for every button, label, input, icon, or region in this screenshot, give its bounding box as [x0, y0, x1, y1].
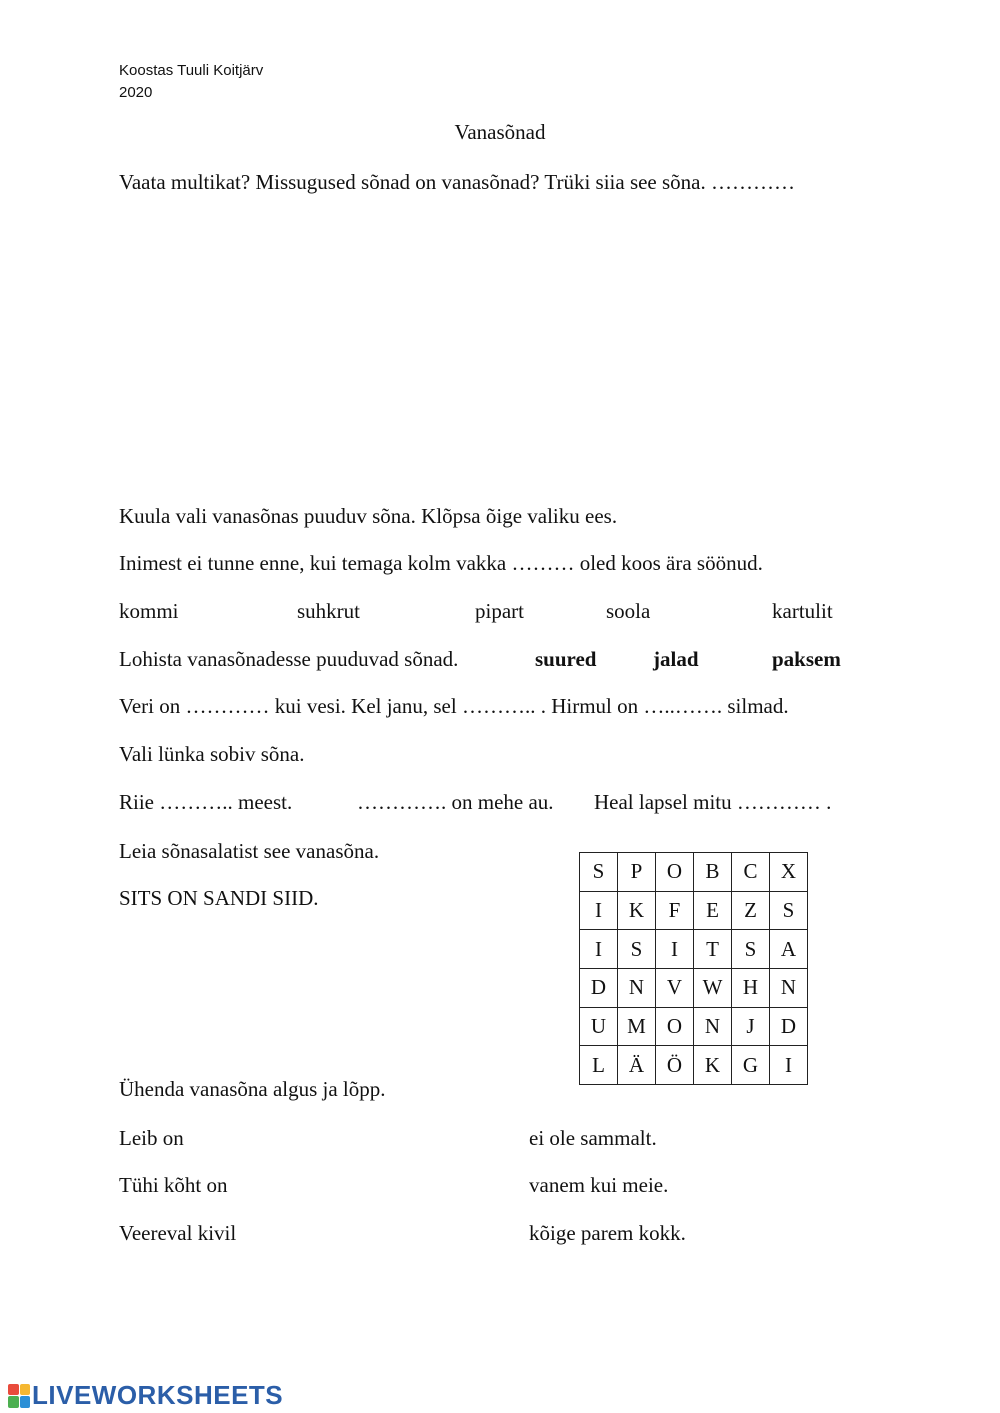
- grid-cell[interactable]: I: [770, 1046, 808, 1085]
- grid-cell[interactable]: D: [580, 969, 618, 1008]
- grid-cell[interactable]: J: [732, 1007, 770, 1046]
- grid-cell[interactable]: I: [580, 891, 618, 930]
- option-pipart[interactable]: pipart: [475, 599, 524, 623]
- grid-cell[interactable]: I: [580, 930, 618, 969]
- grid-cell[interactable]: S: [770, 891, 808, 930]
- grid-cell[interactable]: F: [656, 891, 694, 930]
- grid-cell[interactable]: K: [694, 1046, 732, 1085]
- author-line: Koostas Tuuli Koitjärv: [119, 62, 264, 79]
- task3-instruction: Vali lünka sobiv sõna.: [119, 742, 305, 766]
- grid-cell[interactable]: P: [618, 853, 656, 892]
- grid-cell[interactable]: M: [618, 1007, 656, 1046]
- task3-part-1: Riie ……….. meest.: [119, 790, 293, 814]
- logo-text: LIVEWORKSHEETS: [32, 1380, 284, 1410]
- task5-instruction: Ühenda vanasõna algus ja lõpp.: [119, 1077, 386, 1101]
- grid-cell[interactable]: O: [656, 1007, 694, 1046]
- grid-cell[interactable]: S: [732, 930, 770, 969]
- logo-blocks-icon: [8, 1384, 30, 1408]
- page-title: Vanasõnad: [454, 120, 546, 144]
- grid-cell[interactable]: T: [694, 930, 732, 969]
- match-end-1[interactable]: ei ole sammalt.: [529, 1126, 657, 1150]
- task4-proverb: SITS ON SANDI SIID.: [119, 886, 319, 910]
- task2-sentence: Veri on ………… kui vesi. Kel janu, sel ……….. . Hirmul on …..……. silmad.: [119, 694, 789, 718]
- liveworksheets-logo: [8, 1380, 283, 1411]
- match-begin-3[interactable]: Veereval kivil: [119, 1221, 237, 1245]
- grid-cell[interactable]: V: [656, 969, 694, 1008]
- grid-cell[interactable]: I: [656, 930, 694, 969]
- grid-cell[interactable]: N: [694, 1007, 732, 1046]
- grid-cell[interactable]: A: [770, 930, 808, 969]
- match-begin-2[interactable]: Tühi kõht on: [119, 1173, 228, 1197]
- grid-row: [580, 853, 808, 892]
- grid-cell[interactable]: N: [618, 969, 656, 1008]
- grid-cell[interactable]: S: [618, 930, 656, 969]
- intro-question: Vaata multikat? Missugused sõnad on vanasõnad? Trüki siia see sõna. …………: [119, 170, 795, 194]
- grid-cell[interactable]: N: [770, 969, 808, 1008]
- grid-row: [580, 1046, 808, 1085]
- grid-cell[interactable]: B: [694, 853, 732, 892]
- match-end-3[interactable]: kõige parem kokk.: [529, 1221, 686, 1245]
- grid-cell[interactable]: L: [580, 1046, 618, 1085]
- task3-part-3: Heal lapsel mitu ………… .: [594, 790, 832, 814]
- grid-cell[interactable]: E: [694, 891, 732, 930]
- option-kartulit[interactable]: kartulit: [772, 599, 833, 623]
- grid-row: [580, 891, 808, 930]
- grid-cell[interactable]: K: [618, 891, 656, 930]
- grid-row: [580, 1007, 808, 1046]
- grid-cell[interactable]: S: [580, 853, 618, 892]
- task3-part-2: …………. on mehe au.: [357, 790, 554, 814]
- option-kommi[interactable]: kommi: [119, 599, 179, 623]
- drag-word-paksem[interactable]: paksem: [772, 647, 841, 671]
- option-soola[interactable]: soola: [606, 599, 651, 623]
- grid-cell[interactable]: X: [770, 853, 808, 892]
- grid-cell[interactable]: Z: [732, 891, 770, 930]
- match-begin-1[interactable]: Leib on: [119, 1126, 184, 1150]
- grid-row: [580, 930, 808, 969]
- grid-cell[interactable]: U: [580, 1007, 618, 1046]
- year-line: 2020: [119, 84, 153, 101]
- match-end-2[interactable]: vanem kui meie.: [529, 1173, 669, 1197]
- drag-word-suured[interactable]: suured: [535, 647, 597, 671]
- grid-cell[interactable]: G: [732, 1046, 770, 1085]
- grid-cell[interactable]: W: [694, 969, 732, 1008]
- grid-cell[interactable]: D: [770, 1007, 808, 1046]
- grid-cell[interactable]: Ö: [656, 1046, 694, 1085]
- task1-instruction: Kuula vali vanasõnas puuduv sõna. Klõpsa õige valiku ees.: [119, 504, 618, 528]
- drag-word-jalad[interactable]: jalad: [653, 647, 699, 671]
- task4-instruction: Leia sõnasalatist see vanasõna.: [119, 839, 380, 863]
- task2-instruction: Lohista vanasõnadesse puuduvad sõnad.: [119, 647, 459, 671]
- grid-cell[interactable]: Ä: [618, 1046, 656, 1085]
- grid-cell[interactable]: O: [656, 853, 694, 892]
- grid-cell[interactable]: C: [732, 853, 770, 892]
- grid-row: [580, 969, 808, 1008]
- task1-sentence: Inimest ei tunne enne, kui temaga kolm vakka ……… oled koos ära söönud.: [119, 551, 763, 575]
- option-suhkrut[interactable]: suhkrut: [297, 599, 360, 623]
- word-search-grid: [579, 852, 808, 1085]
- grid-cell[interactable]: H: [732, 969, 770, 1008]
